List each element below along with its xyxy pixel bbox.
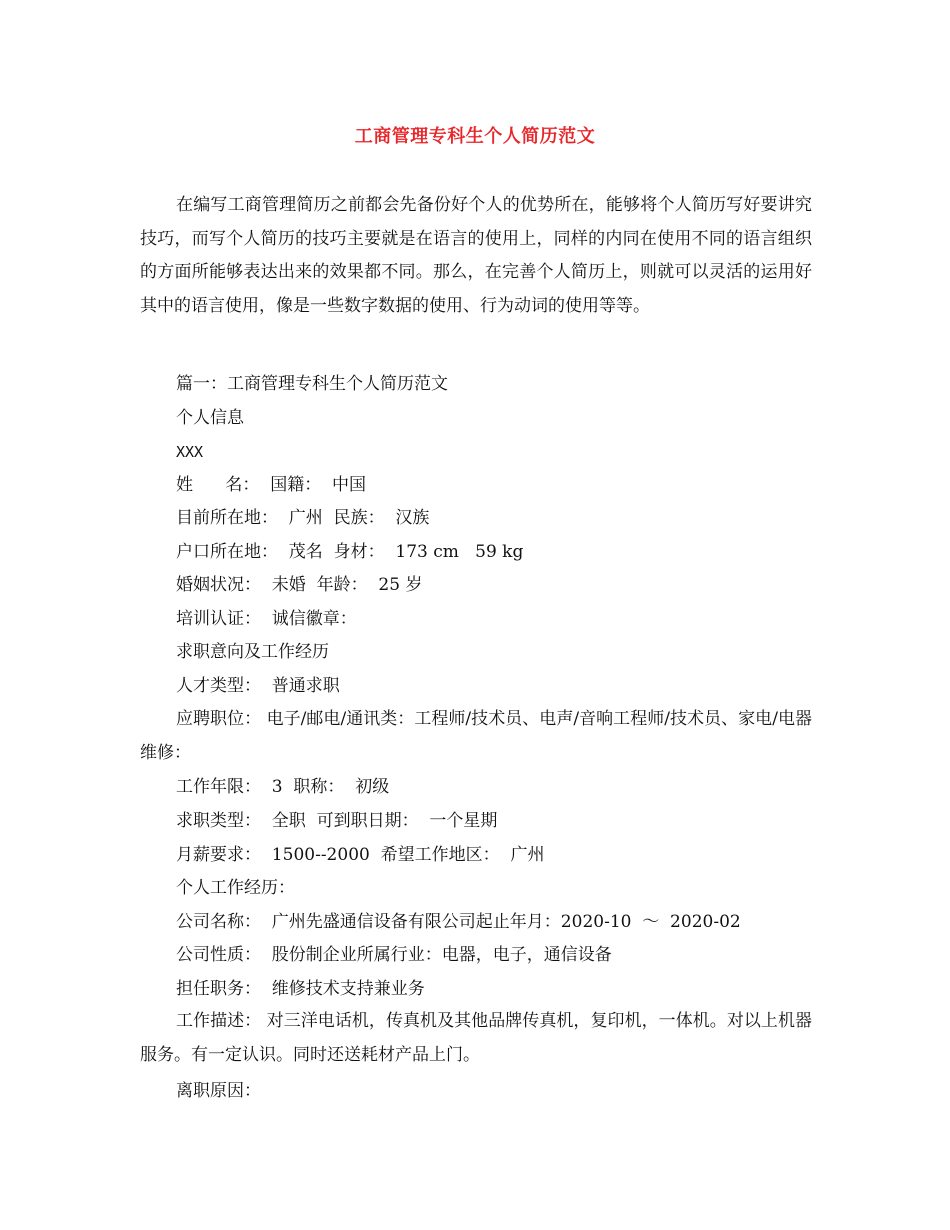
name-placeholder: XXX <box>176 443 204 461</box>
info-line-training: 培训认证： 诚信徽章： <box>176 609 357 629</box>
info-line-location: 目前所在地： 广州 民族： 汉族 <box>176 508 430 528</box>
info-line-position: 应聘职位： 电子/邮电/通讯类：工程师/技术员、电声/音响工程师/技术员、家电/电器维修： <box>140 709 812 763</box>
info-line-job-description: 工作描述： 对三洋电话机，传真机及其他品牌传真机，复印机，一体机。对以上机器服务。有一定认识。同时还送耗材产品上门。 <box>140 1011 812 1065</box>
document-title: 工商管理专科生个人简历范文 <box>354 126 596 147</box>
info-line-duty: 担任职务： 维修技术支持兼业务 <box>176 979 425 999</box>
info-line-company-type: 公司性质： 股份制企业所属行业：电器，电子，通信设备 <box>176 945 612 965</box>
intro-paragraph: 在编写工商管理简历之前都会先备份好个人的优势所在，能够将个人简历写好要讲究技巧，而写个人简历的技巧主要就是在语言的使用上，同样的内同在使用不同的语言组织的方面所能够表达出来的效果都不同。那么，在完善个人简历上，则就可以灵活的运用好其中的语言使用，像是一些数字数据的使用、行为动词的使用等等。 <box>140 195 812 316</box>
info-line-talent-type: 人才类型： 普通求职 <box>176 676 340 696</box>
info-line-salary: 月薪要求： 1500--2000 希望工作地区： 广州 <box>176 845 545 865</box>
info-line-years: 工作年限： 3 职称： 初级 <box>176 777 390 797</box>
section-heading-job-intent: 求职意向及工作经历 <box>176 642 329 662</box>
info-line-marital: 婚姻状况： 未婚 年龄： 25 岁 <box>176 575 423 595</box>
info-line-name: 姓 名： 国籍： 中国 <box>176 475 367 495</box>
section-heading-work-history: 个人工作经历： <box>176 878 295 898</box>
section-heading-personal-info: 个人信息 <box>176 408 244 428</box>
info-line-household: 户口所在地： 茂名 身材： 173 cm 59 kg <box>176 542 524 562</box>
info-line-company: 公司名称： 广州先盛通信设备有限公司起止年月：2020-10 ～ 2020-02 <box>176 912 741 932</box>
info-line-job-type: 求职类型： 全职 可到职日期： 一个星期 <box>176 811 498 831</box>
info-line-leave-reason: 离职原因： <box>176 1081 261 1101</box>
section-heading-resume: 篇一：工商管理专科生个人简历范文 <box>176 374 448 394</box>
